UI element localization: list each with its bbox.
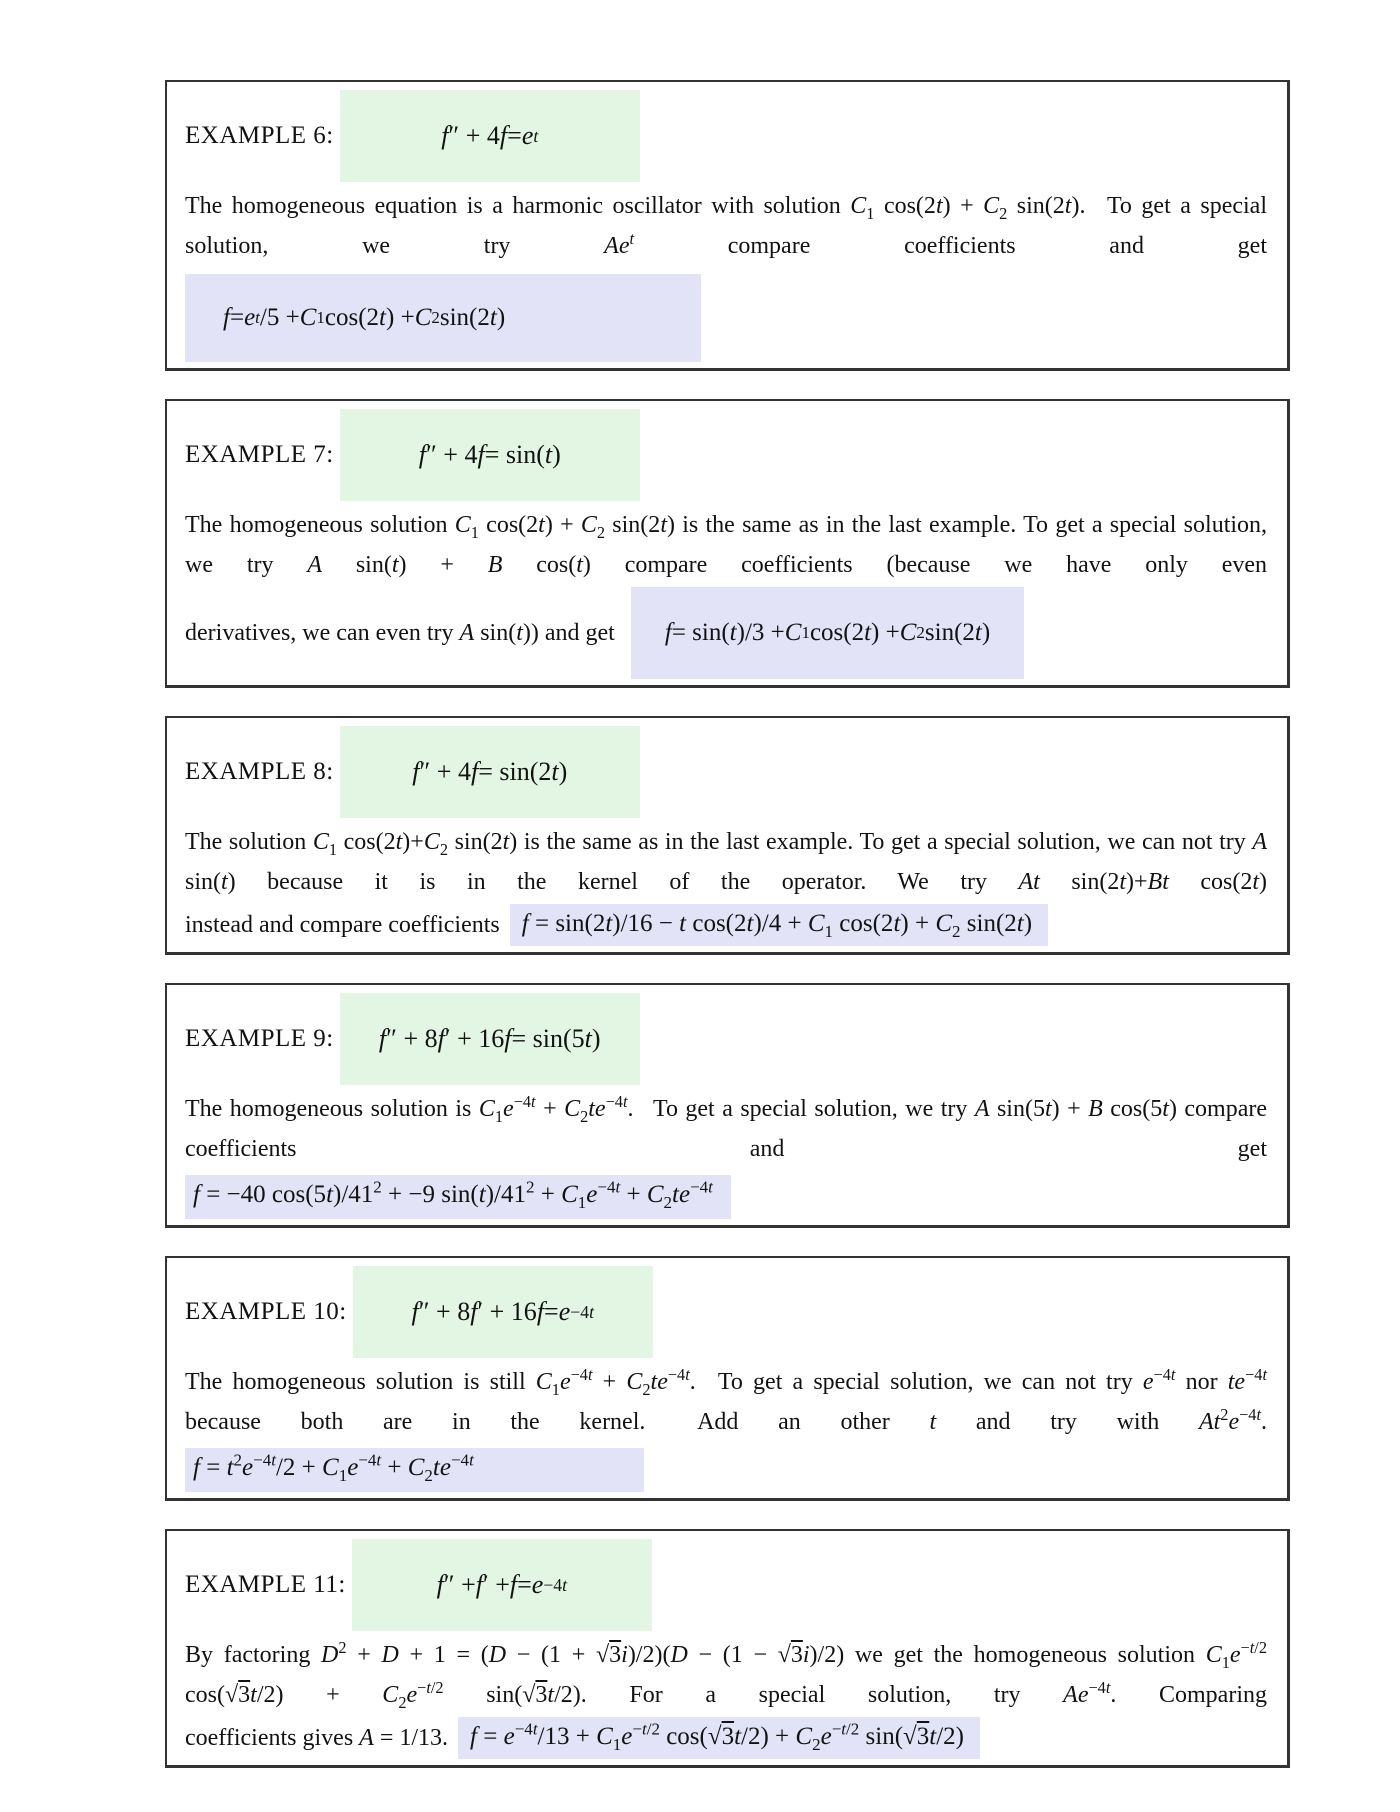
example-10-title-row bbox=[185, 1266, 1267, 1358]
example-11-equation-highlight: f ″ + f ′ + f = e −4t bbox=[352, 1539, 652, 1631]
example-10-solution-highlight: $f = t^2e^{-4t}/2 + C_1e^{-4t} + C_2te^{-4t}$ bbox=[185, 1448, 644, 1492]
example-11-label: EXAMPLE 11: bbox=[185, 1571, 346, 1598]
example-11-solution-highlight: $f = e^{-4t}/13 + C_1e^{-t/2}$ $\cos(√3t/2) + C_2e^{-t/2}$ sin(√3t/2) bbox=[458, 1717, 980, 1759]
example-box-9 bbox=[165, 983, 1290, 1228]
example-8-equation-highlight: f ″ + 4 f = sin(2 t ) bbox=[340, 726, 640, 818]
example-box-6 bbox=[165, 80, 1290, 371]
example-6-title-row bbox=[185, 90, 1267, 182]
example-9-body-text: The homogeneous solution is $C_1e^{-4t} + C_2te^{-4t}$. To get a special solution, we try A sin(5t) + B cos(5t) compare coefficients and get bbox=[185, 1092, 1268, 1162]
example-6-body-text: The homogeneous equation is a harmonic oscillator with solution $C_1$ $\cos(2t) + C_2$ sin(2t). To get a special solution, we try Ae$^t$ compare coefficients and get bbox=[185, 193, 1268, 259]
example-6-label: EXAMPLE 6: bbox=[185, 122, 334, 149]
example-10-equation-highlight: f ″ + 8 f ′ + 16 f = e −4t bbox=[353, 1266, 653, 1358]
example-11-tail-text: coefficients gives A = 1/13. bbox=[185, 1725, 449, 1751]
example-9-equation-highlight: f ″ + 8 f ′ + 16 f = sin(5 t ) bbox=[340, 993, 640, 1085]
example-6-solution-highlight: f = e t /5 + C 1 cos(2 t ) + C 2 sin(2 t ) bbox=[185, 274, 701, 362]
example-7-last-line bbox=[185, 587, 1267, 679]
example-7-solution-highlight: f = sin( t )/3 + C 1 cos(2 t ) + C 2 sin(2 t ) bbox=[631, 587, 1024, 679]
example-9-solution-highlight: f = −40 $\cos(5t)/41^2 + -9$ $\sin(t)/41^2 + C_1e^{-4t} + C_2te^{-4t}$ bbox=[185, 1175, 731, 1219]
example-9-title-row bbox=[185, 993, 1267, 1085]
example-7-title-row bbox=[185, 409, 1267, 501]
example-10-label: EXAMPLE 10: bbox=[185, 1298, 347, 1325]
example-9-label: EXAMPLE 9: bbox=[185, 1025, 334, 1052]
example-box-8 bbox=[165, 716, 1290, 955]
example-7-tail-text: derivatives, we can even try A sin(t)) and get bbox=[185, 620, 615, 646]
example-7-body-text: The homogeneous solution $C_1$ $\cos(2t) + C_2$ sin(2t) is the same as in the last example. To get a special solution, we try A sin(t) + B cos(t) compare coefficients (because we have only even bbox=[185, 512, 1268, 578]
example-8-label: EXAMPLE 8: bbox=[185, 758, 334, 785]
example-8-solution-highlight: f = sin(2t)/16 − t $\cos(2t)/4 + C_1$ $\cos(2t) + C_2$ sin(2t) bbox=[510, 904, 1048, 946]
example-11-body-text: By factoring $D^2 + D + 1 = (D - (1 + √3i)/2)(D - (1 - √3i)/2)$ we get the homogeneous solution $C_1e^{-t/2}$ $\cos(√3t/2) + C_2e^{-t/2}$ sin(√3t/2). For a special solution, try $Ae^{-4t}$. Comparing bbox=[185, 1638, 1267, 1712]
example-6-equation-highlight: f ″ + 4 f = e t bbox=[340, 90, 640, 182]
example-10-body-text: The homogeneous solution is still $C_1e^{-4t} + C_2te^{-4t}$. To get a special solution, we can not try $e^{-4t}$ nor $te^{-4t}$ because both are in the kernel. Add an other t and try with $At^2e^{-4t}$. bbox=[185, 1365, 1267, 1435]
example-box-7 bbox=[165, 399, 1290, 688]
example-box-10 bbox=[165, 1256, 1290, 1501]
example-7-equation-highlight: f ″ + 4 f = sin( t ) bbox=[340, 409, 640, 501]
example-8-body-text: The solution $C_1$ $\cos(2t)+C_2$ sin(2t) is the same as in the last example. To get a special solution, we can not try A sin(t) because it is in the kernel of the operator. We try At sin(2t)+Bt cos(2t) bbox=[185, 829, 1268, 895]
example-11-last-line bbox=[185, 1717, 1267, 1759]
example-8-tail-text: instead and compare coefficients bbox=[185, 912, 500, 938]
example-8-last-line bbox=[185, 904, 1267, 946]
example-8-title-row bbox=[185, 726, 1267, 818]
example-11-title-row bbox=[185, 1539, 1267, 1631]
example-7-label: EXAMPLE 7: bbox=[185, 441, 334, 468]
example-box-11 bbox=[165, 1529, 1290, 1768]
